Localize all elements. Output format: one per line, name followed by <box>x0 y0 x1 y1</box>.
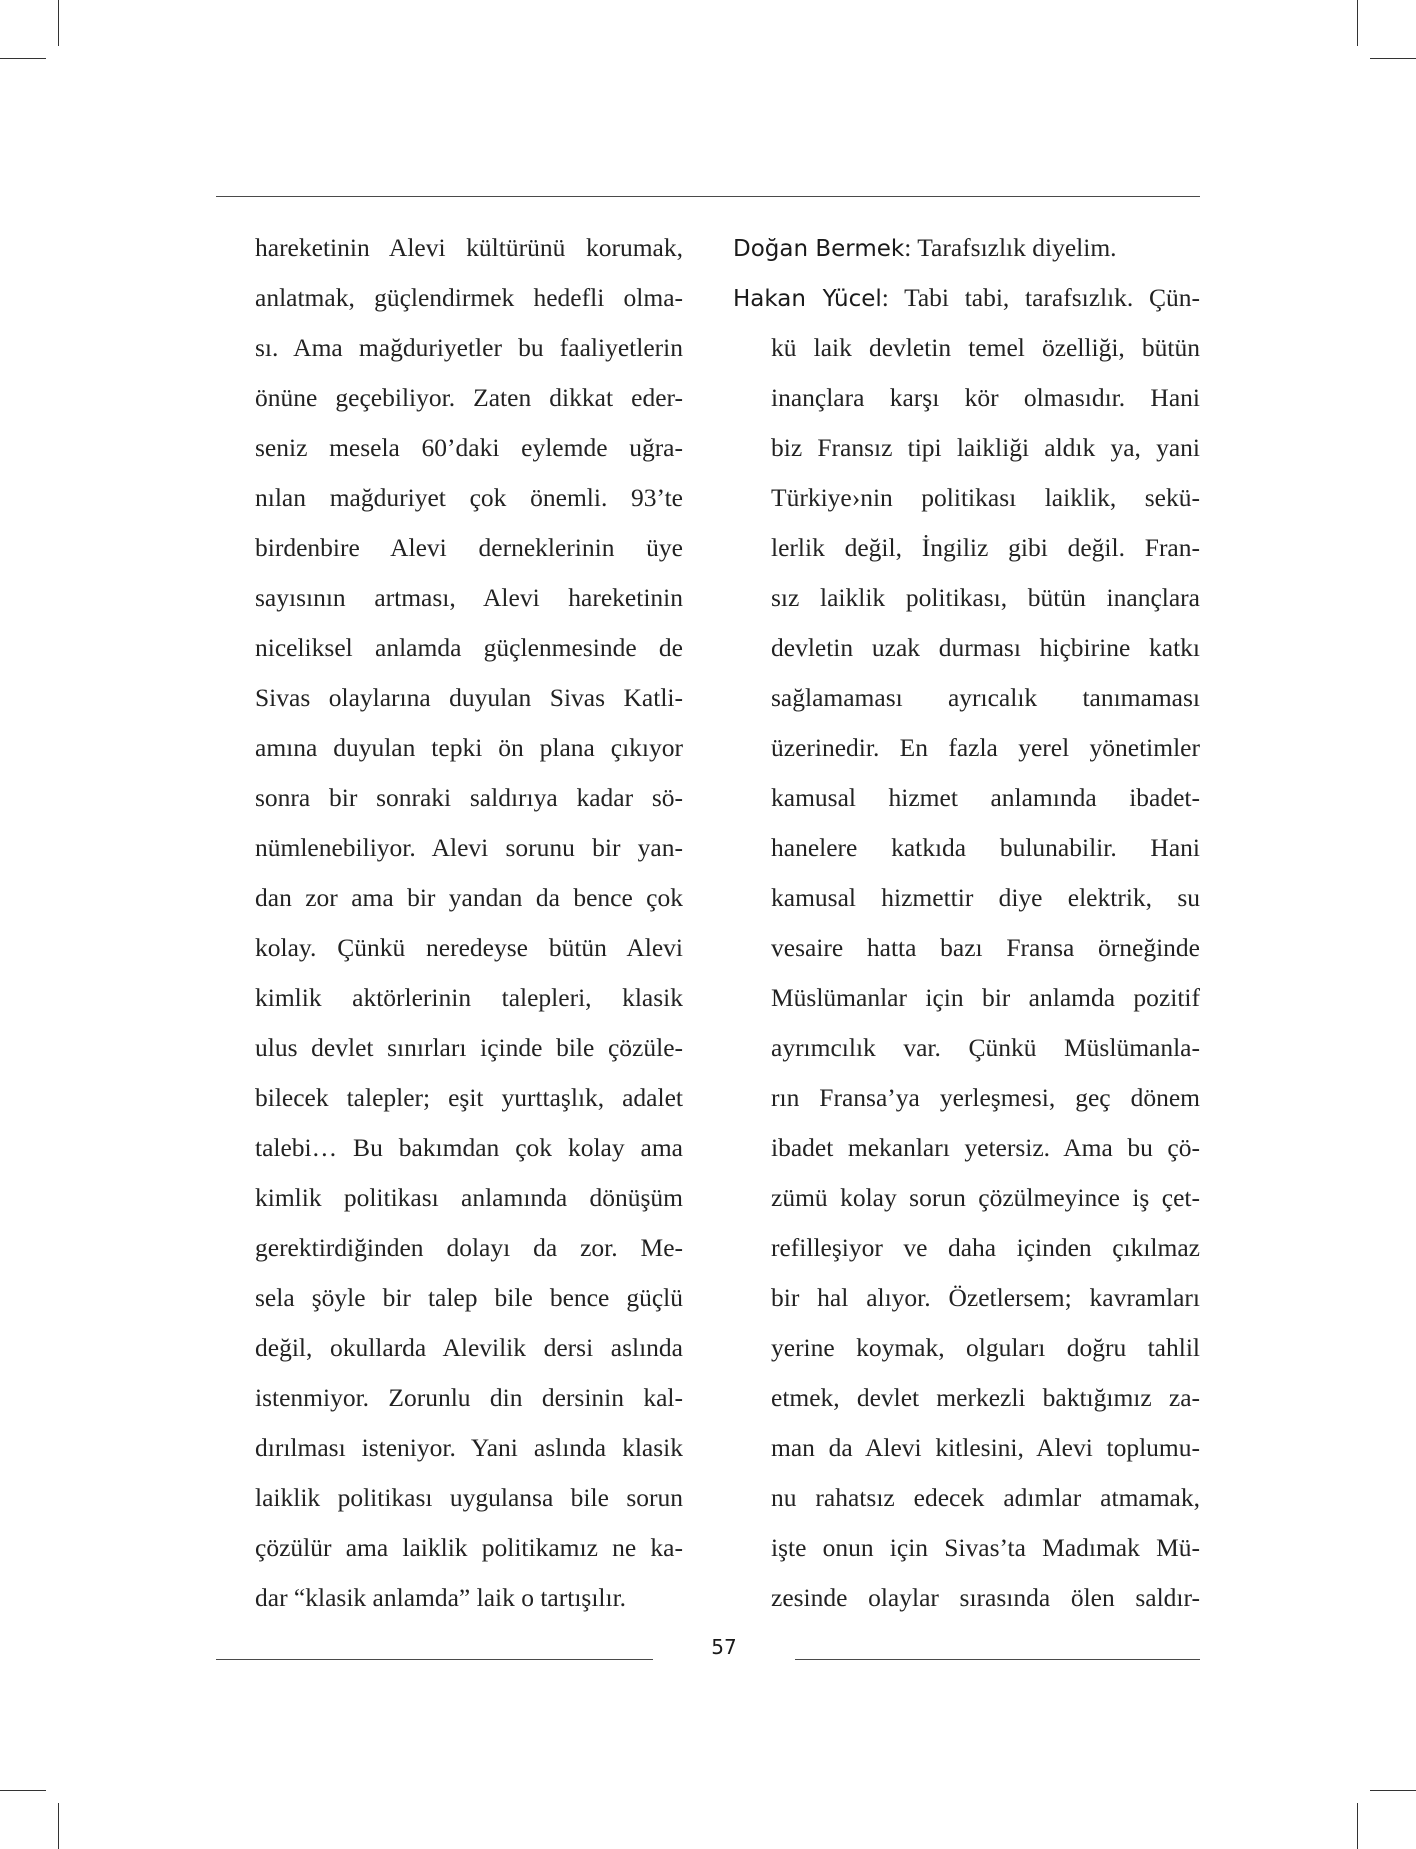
crop-mark <box>1370 1790 1416 1791</box>
text-line: laiklik politikası uygulansa bile sorun <box>255 1483 683 1512</box>
text-line: önüne geçebiliyor. Zaten dikkat eder- <box>255 383 683 412</box>
crop-mark <box>0 58 46 59</box>
text-line: lerlik değil, İngiliz gibi değil. Fran- <box>771 533 1200 562</box>
text-line: işte onun için Sivas’ta Madımak Mü- <box>771 1533 1200 1562</box>
text-line: sız laiklik politikası, bütün inançlara <box>771 583 1200 612</box>
text-line: istenmiyor. Zorunlu din dersinin kal- <box>255 1383 683 1412</box>
text-line: biz Fransız tipi laikliği aldık ya, yani <box>771 433 1200 462</box>
text-line: inançlara karşı kör olmasıdır. Hani <box>771 383 1200 412</box>
text-line: bilecek talepler; eşit yurttaşlık, adalet <box>255 1083 683 1112</box>
text-line: dar “klasik anlamda” laik o tartışılır. <box>255 1583 627 1612</box>
text-line: talebi… Bu bakımdan çok kolay ama <box>255 1133 683 1162</box>
speaker-line <box>733 279 1200 329</box>
crop-mark <box>1357 1803 1358 1849</box>
text-line: Türkiye›nin politikası laiklik, sekü- <box>771 483 1200 512</box>
text-line: zesinde olaylar sırasında ölen saldır- <box>771 1583 1200 1612</box>
text-line: seniz mesela 60’daki eylemde uğra- <box>255 433 683 462</box>
text-line: kimlik aktörlerinin talepleri, klasik <box>255 983 683 1012</box>
text-line: nılan mağduriyet çok önemli. 93’te <box>255 483 683 512</box>
text-line: bir hal alıyor. Özetlersem; kavramları <box>771 1283 1200 1312</box>
text-line: sayısının artması, Alevi hareketinin <box>255 583 683 612</box>
text-line: etmek, devlet merkezli baktığımız za- <box>771 1383 1200 1412</box>
text-line: kü laik devletin temel özelliği, bütün <box>771 333 1200 362</box>
text-line: yerine koymak, olguları doğru tahlil <box>771 1333 1200 1362</box>
text-line: kamusal hizmettir diye elektrik, su <box>771 883 1200 912</box>
crop-mark <box>58 1803 59 1849</box>
crop-mark <box>0 1790 46 1791</box>
text-line: sonra bir sonraki saldırıya kadar sö- <box>255 783 683 812</box>
crop-mark <box>1357 0 1358 46</box>
text-line: ibadet mekanları yetersiz. Ama bu çö- <box>771 1133 1200 1162</box>
text-line: sı. Ama mağduriyetler bu faaliyetlerin <box>255 333 683 362</box>
text-line: man da Alevi kitlesini, Alevi toplumu- <box>771 1433 1200 1462</box>
text-line: rın Fransa’ya yerleşmesi, geç dönem <box>771 1083 1200 1112</box>
text-line: kolay. Çünkü neredeyse bütün Alevi <box>255 933 683 962</box>
text-line: niceliksel anlamda güçlenmesinde de <box>255 633 683 662</box>
text-line: kamusal hizmet anlamında ibadet- <box>771 783 1200 812</box>
text-line: zümü kolay sorun çözülmeyince iş çet- <box>771 1183 1200 1212</box>
footer-rule-left <box>216 1659 653 1660</box>
text-line: devletin uzak durması hiçbirine katkı <box>771 633 1200 662</box>
page-number: 57 <box>711 1635 737 1659</box>
speaker-line <box>733 229 1200 279</box>
text-line: vesaire hatta bazı Fransa örneğinde <box>771 933 1200 962</box>
text-line: ulus devlet sınırları içinde bile çözüle- <box>255 1033 683 1062</box>
text-line: üzerinedir. En fazla yerel yönetimler <box>771 733 1200 762</box>
speech-text: : Tarafsızlık diyelim. <box>904 233 1117 262</box>
text-line: hanelere katkıda bulunabilir. Hani <box>771 833 1200 862</box>
left-text-column <box>255 229 683 1629</box>
text-line: gerektirdiğinden dolayı da zor. Me- <box>255 1233 683 1262</box>
text-line: çözülür ama laiklik politikamız ne ka- <box>255 1533 683 1562</box>
speaker-name: Doğan Bermek <box>733 236 905 262</box>
text-line: sela şöyle bir talep bile bence güçlü <box>255 1283 683 1312</box>
text-line: hareketinin Alevi kültürünü korumak, <box>255 233 683 262</box>
text-line: amına duyulan tepki ön plana çıkıyor <box>255 733 683 762</box>
text-line: Sivas olaylarına duyulan Sivas Katli- <box>255 683 683 712</box>
crop-mark <box>58 0 59 46</box>
text-line: Müslümanlar için bir anlamda pozitif <box>771 983 1200 1012</box>
text-line: nu rahatsız edecek adımlar atmamak, <box>771 1483 1200 1512</box>
text-line: anlatmak, güçlendirmek hedefli olma- <box>255 283 683 312</box>
text-line: ayrımcılık var. Çünkü Müslümanla- <box>771 1033 1200 1062</box>
text-line: dan zor ama bir yandan da bence çok <box>255 883 683 912</box>
text-line: refilleşiyor ve daha içinden çıkılmaz <box>771 1233 1200 1262</box>
text-line: birdenbire Alevi derneklerinin üye <box>255 533 683 562</box>
text-line: değil, okullarda Alevilik dersi aslında <box>255 1333 683 1362</box>
crop-mark <box>1370 58 1416 59</box>
top-rule <box>216 196 1200 197</box>
speech-text: : Tabi tabi, tarafsızlık. Çün- <box>881 283 1200 312</box>
text-line: nümlenebiliyor. Alevi sorunu bir yan- <box>255 833 683 862</box>
speaker-name: Hakan Yücel <box>733 286 882 312</box>
right-text-column <box>733 229 1200 1629</box>
text-line: sağlamaması ayrıcalık tanımaması <box>771 683 1200 712</box>
text-line: dırılması isteniyor. Yani aslında klasik <box>255 1433 683 1462</box>
text-line: kimlik politikası anlamında dönüşüm <box>255 1183 683 1212</box>
footer-rule-right <box>795 1659 1200 1660</box>
